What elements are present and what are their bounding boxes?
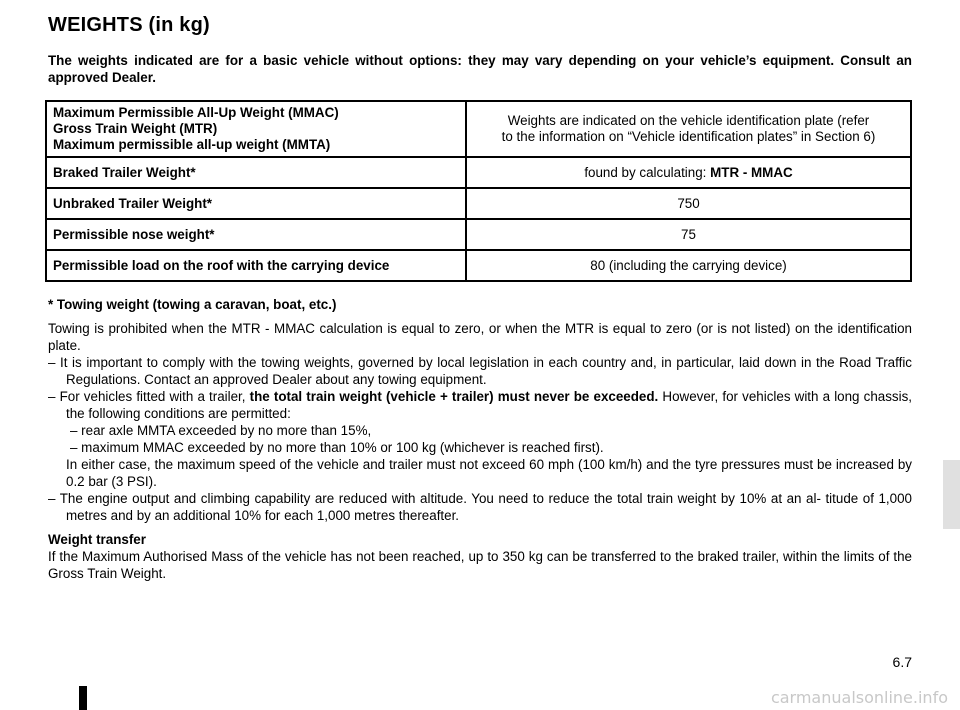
row-value: to the information on “Vehicle identification plates” in Section 6) (501, 129, 876, 144)
table-row (46, 250, 911, 281)
towing-bullet: – It is important to comply with the towing weights, governed by local legislation in each country and, in particular, laid down in the Road Traffic Regulations. Contact an approved Dealer about any towing equipment. (48, 355, 912, 387)
table-row (46, 101, 911, 157)
towing-sub-bullet: – maximum MMAC exceeded by no more than 10% or 100 kg (whichever is reached first). (70, 440, 604, 455)
row-label: Permissible nose weight* (46, 219, 466, 250)
towing-note: In either case, the maximum speed of the vehicle and trailer must not exceed 60 mph (100 km/h) and the tyre pressures must be increased by 0.2 bar (3 PSI). (66, 457, 912, 489)
table-row (46, 157, 911, 188)
section-tab (943, 460, 960, 529)
row-value: 80 (including the carrying device) (466, 250, 911, 281)
weight-transfer-text: If the Maximum Authorised Mass of the vehicle has not been reached, up to 350 kg can be transferred to the braked trailer, within the limits of the Gross Train Weight. (48, 549, 912, 581)
row-value: Weights are indicated on the vehicle identification plate (refer (507, 113, 870, 128)
row-value-formula: MTR - MMAC (710, 164, 793, 180)
page-title: WEIGHTS (in kg) (48, 14, 210, 36)
towing-bullet: – The engine output and climbing capability are reduced with altitude. You need to reduce the total train weight by 10% at an al- titude of 1,000 metres and by an additional 10% for each 1,000 metres thereafter. (48, 491, 912, 523)
row-label: Maximum permissible all-up weight (MMTA) (53, 137, 331, 152)
table-row (46, 188, 911, 219)
body-text (48, 296, 912, 582)
table-key-cell (46, 101, 466, 157)
row-label: Maximum Permissible All-Up Weight (MMAC) (53, 105, 339, 120)
row-label: Gross Train Weight (MTR) (53, 121, 218, 136)
row-value: 750 (466, 188, 911, 219)
crop-mark (79, 686, 87, 710)
row-value: found by calculating: (584, 164, 711, 180)
towing-bullet (48, 388, 912, 422)
weights-table (45, 100, 912, 282)
intro-paragraph: The weights indicated are for a basic vehicle without options: they may vary depending on your vehicle’s equipment. Consult an approved Dealer. (48, 53, 912, 85)
watermark: carmanualsonline.info (770, 688, 948, 707)
table-row (46, 219, 911, 250)
row-value: 75 (466, 219, 911, 250)
weight-transfer-heading: Weight transfer (48, 532, 146, 547)
towing-heading: * Towing weight (towing a caravan, boat, etc.) (48, 297, 337, 312)
bullet-text: However, for vehicles with a long chassis, the following conditions are permitted: (66, 389, 913, 421)
towing-paragraph: Towing is prohibited when the MTR - MMAC calculation is equal to zero, or when the MTR is equal to zero (or is not listed) on the identification plate. (48, 321, 912, 353)
page-number: 6.7 (892, 654, 912, 670)
row-label: Braked Trailer Weight* (46, 157, 466, 188)
row-label: Permissible load on the roof with the carrying device (46, 250, 466, 281)
towing-sub-bullet: – rear axle MMTA exceeded by no more than 15%, (70, 423, 372, 438)
table-value-cell (466, 101, 911, 157)
row-label: Unbraked Trailer Weight* (46, 188, 466, 219)
bullet-emphasis: the total train weight (vehicle + trailer) must never be exceeded. (249, 389, 659, 404)
table-value-cell (466, 157, 911, 188)
bullet-text: – For vehicles fitted with a trailer, (48, 389, 250, 404)
